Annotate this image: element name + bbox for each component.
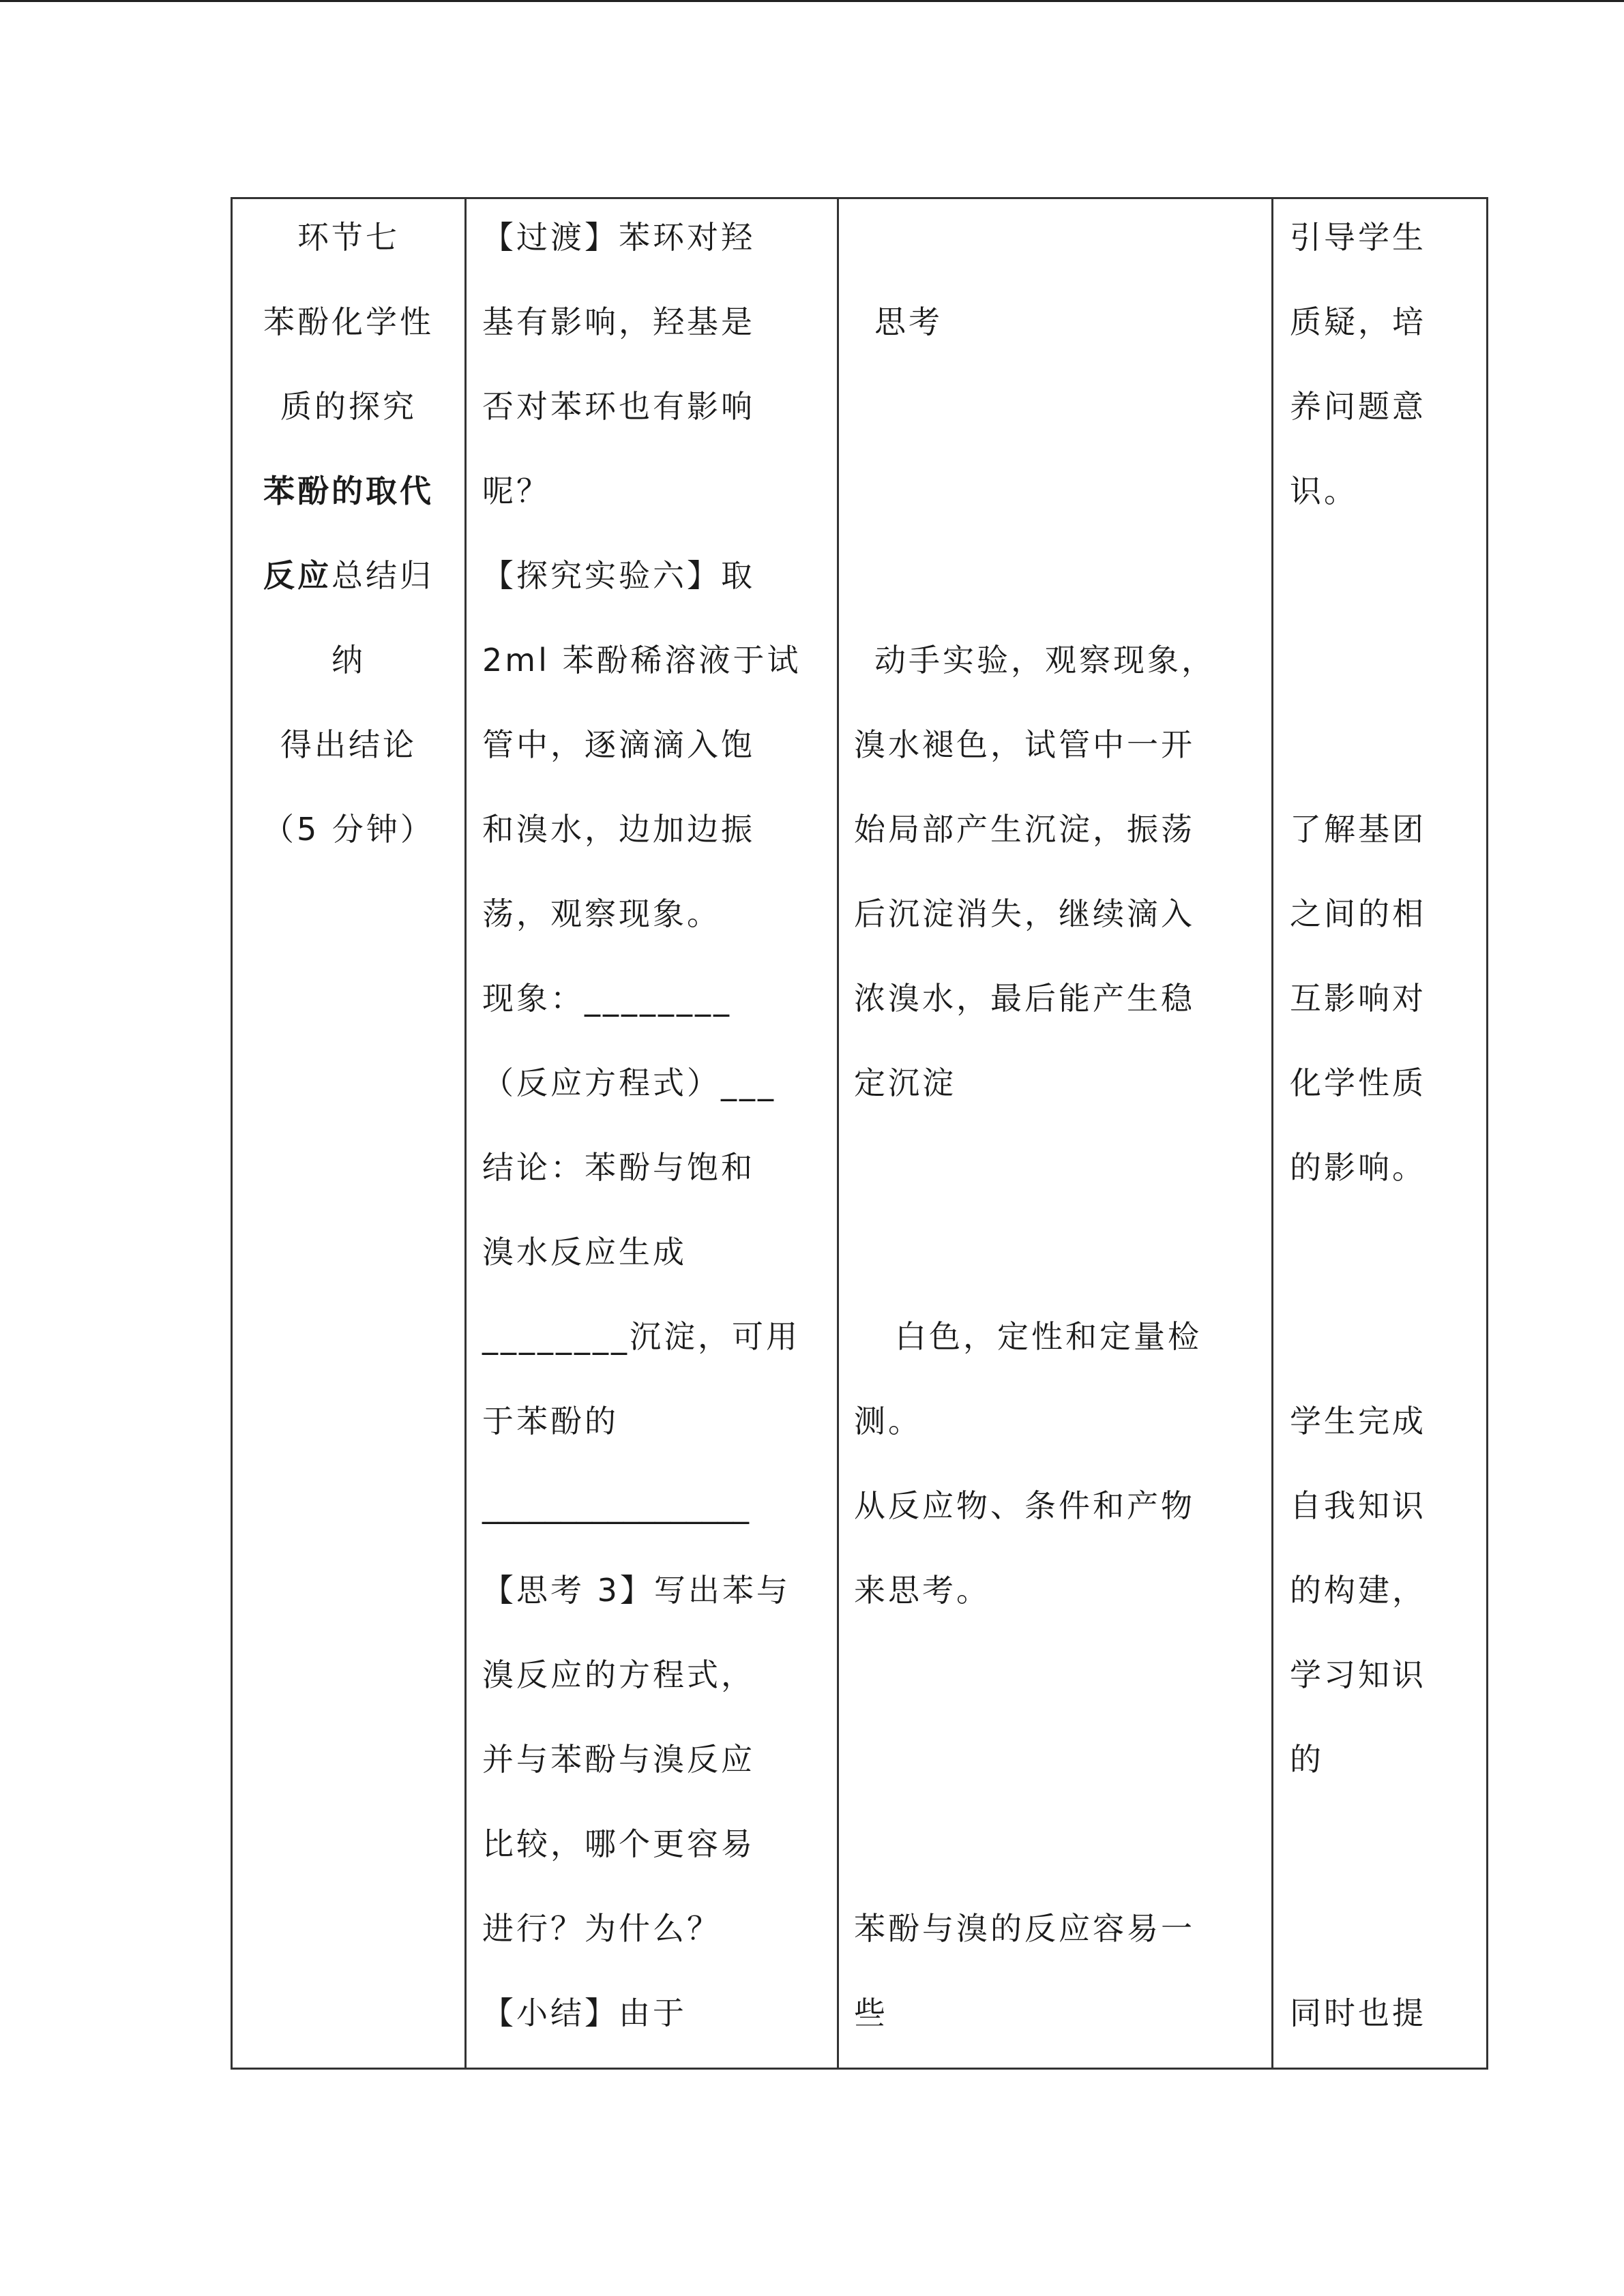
student-line: 来思考。: [854, 1572, 990, 1609]
segment-line: 得出结论: [280, 726, 417, 763]
teacher-line: 【探究实验六】取: [482, 557, 755, 594]
teacher-line: 现象：________: [482, 980, 732, 1017]
teacher-line: 溴反应的方程式，: [482, 1656, 755, 1693]
intent-line: 识。: [1290, 473, 1358, 509]
teacher-line: 进行？为什么？: [482, 1910, 721, 1947]
segment-bold-line: 苯酚的取代: [263, 473, 434, 509]
design-intent-column: [1273, 199, 1486, 2068]
segment-duration: （5 分钟）: [263, 811, 434, 848]
teacher-line: 溴水反应生成: [482, 1234, 687, 1270]
intent-line: 之间的相: [1290, 895, 1426, 932]
teacher-line: 呢？: [482, 473, 550, 509]
student-line: 动手实验，观察现象，: [874, 642, 1215, 679]
segment-line: 质的探究: [280, 388, 417, 425]
teacher-line: _________________: [482, 1487, 749, 1524]
intent-line: 化学性质: [1290, 1064, 1426, 1101]
teacher-activity-column: [467, 199, 837, 2068]
segment-mixed-line: [233, 556, 464, 595]
intent-line: 同时也提: [1290, 1995, 1426, 2031]
intent-line: 的影响。: [1290, 1149, 1426, 1186]
student-line: 白色，定性和定量检: [895, 1318, 1202, 1355]
intent-line: 的构建，: [1290, 1572, 1426, 1609]
teacher-line: 于苯酚的: [482, 1403, 619, 1440]
student-line: 些: [854, 1995, 888, 2031]
intent-line: 的: [1290, 1741, 1324, 1778]
intent-line: 养问题意: [1290, 388, 1426, 425]
student-line: 苯酚与溴的反应容易一: [854, 1910, 1195, 1947]
teacher-line: 【思考 3】写出苯与: [482, 1572, 791, 1609]
segment-mixed-normal: 总结归: [331, 557, 434, 594]
teacher-line: 并与苯酚与溴反应: [482, 1741, 755, 1778]
teacher-line: 荡，观察现象。: [482, 895, 721, 932]
teacher-line: 【小结】由于: [482, 1995, 687, 2031]
segment-line: 纳: [331, 642, 366, 679]
student-line: 溴水褪色，试管中一开: [854, 726, 1195, 763]
segment-line: 环节七: [297, 219, 400, 256]
segment-mixed-bold: 反应: [263, 557, 331, 594]
intent-line: 互影响对: [1290, 980, 1426, 1017]
lesson-plan-table: [231, 197, 1488, 2070]
student-line: 定沉淀: [854, 1064, 956, 1101]
student-activity-column: [839, 199, 1271, 2068]
student-line: 从反应物、条件和产物: [854, 1487, 1195, 1524]
segment-line: 苯酚化学性: [263, 303, 434, 340]
teacher-line: （反应方程式）___: [482, 1064, 776, 1101]
intent-line: 了解基团: [1290, 811, 1426, 848]
teacher-line: 【过渡】苯环对羟: [482, 219, 755, 256]
teacher-line: 比较，哪个更容易: [482, 1825, 755, 1862]
intent-line: 自我知识: [1290, 1487, 1426, 1524]
student-line: 后沉淀消失，继续滴入: [854, 895, 1195, 932]
teacher-line: 和溴水，边加边振: [482, 811, 755, 848]
intent-line: 质疑，培: [1290, 303, 1426, 340]
segment-column: [233, 199, 464, 2068]
student-think: 思考: [874, 303, 943, 340]
teacher-line: 管中，逐滴滴入饱: [482, 726, 755, 763]
student-line: 浓溴水，最后能产生稳: [854, 980, 1195, 1017]
intent-line: 学习知识: [1290, 1656, 1426, 1693]
student-line: 始局部产生沉淀，振荡: [854, 811, 1195, 848]
teacher-line: 2ml 苯酚稀溶液于试: [482, 642, 801, 679]
student-line: 测。: [854, 1403, 922, 1440]
teacher-line: 否对苯环也有影响: [482, 388, 755, 425]
teacher-line: 结论：苯酚与饱和: [482, 1149, 755, 1186]
teacher-line: 基有影响，羟基是: [482, 303, 755, 340]
page-top-edge: [0, 0, 1624, 2]
teacher-line: ________沉淀，可用: [482, 1318, 800, 1355]
intent-line: 引导学生: [1290, 219, 1426, 256]
intent-line: 学生完成: [1290, 1403, 1426, 1440]
